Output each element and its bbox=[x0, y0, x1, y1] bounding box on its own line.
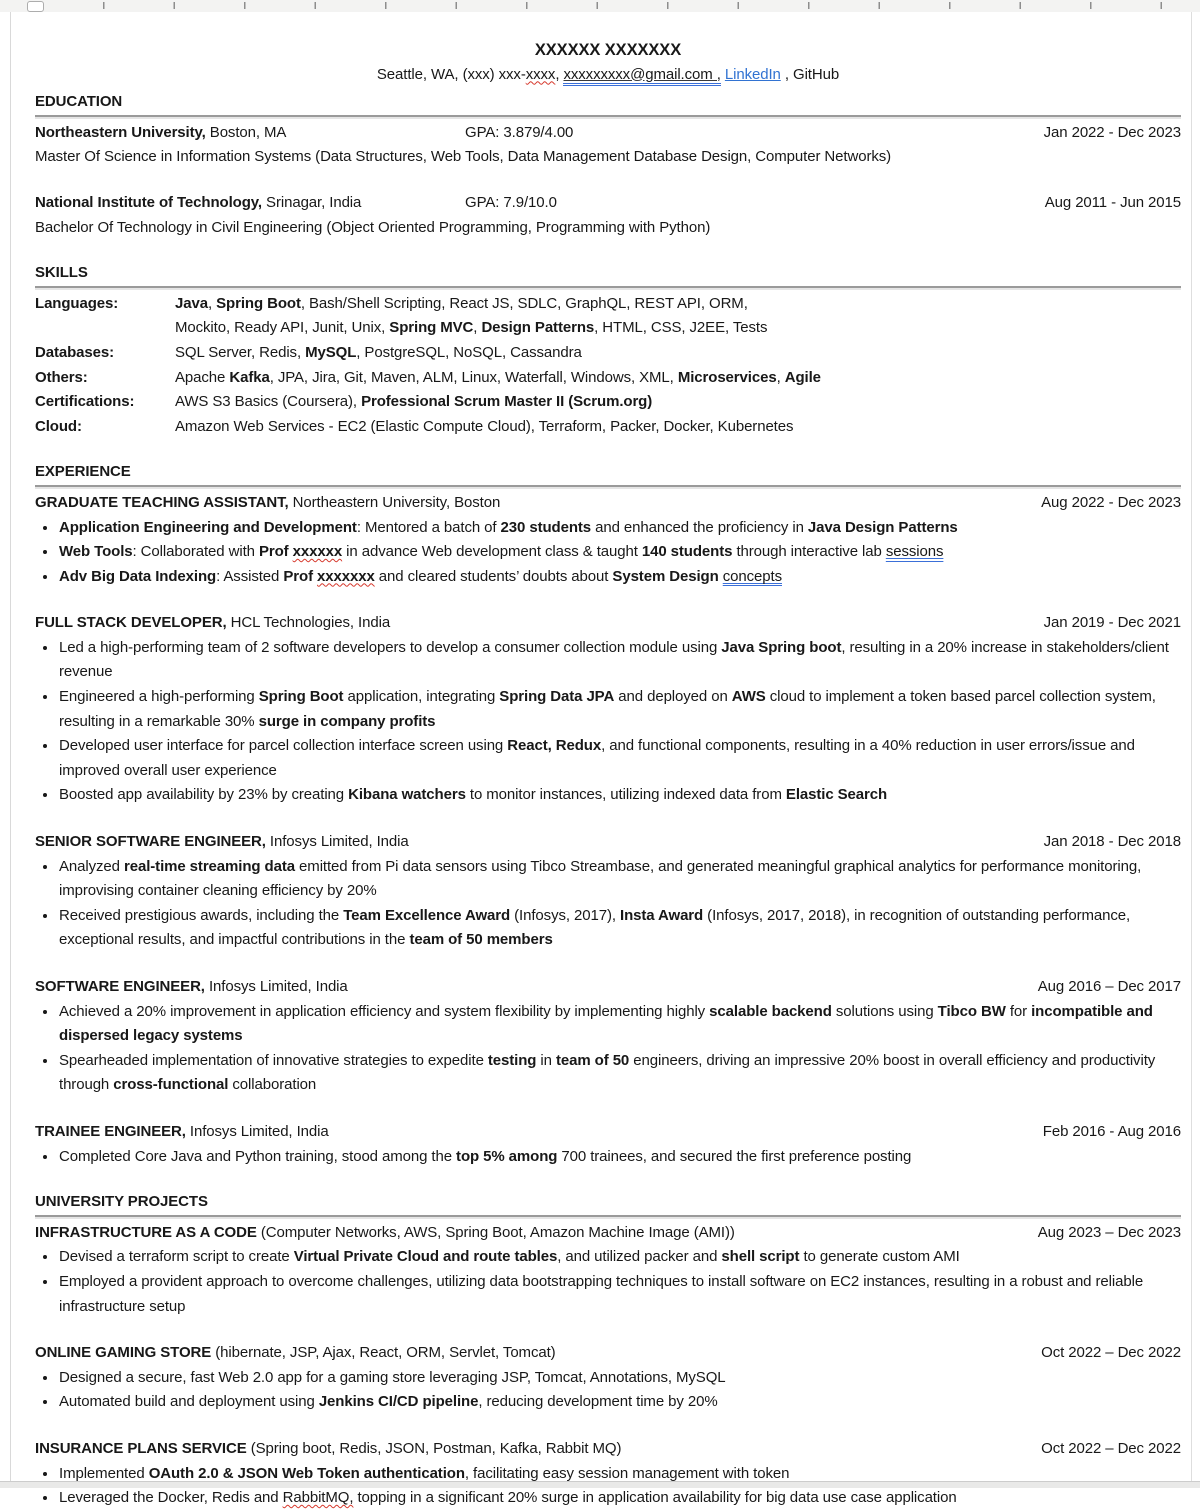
job-company: Infosys Limited, India bbox=[204, 978, 348, 995]
text-run: engineers, driving an impressive 20% boost in overall efficiency and productivity through bbox=[59, 1051, 1156, 1094]
job-entry bbox=[35, 491, 1181, 589]
bullet-text bbox=[59, 1148, 911, 1165]
bullet-item bbox=[58, 734, 1181, 783]
text-run: solutions using bbox=[831, 1002, 938, 1020]
skill-row bbox=[35, 366, 1181, 391]
job-title-group bbox=[35, 830, 409, 855]
text-run: Team Excellence Award bbox=[343, 906, 511, 924]
project-header-row bbox=[35, 1341, 1181, 1366]
page-left-edge bbox=[10, 12, 11, 1482]
job-header-row bbox=[35, 975, 1181, 1000]
education-item bbox=[35, 191, 1181, 240]
text-run: 140 students bbox=[641, 543, 733, 561]
text-run: Insta Award bbox=[620, 906, 704, 924]
resume-content bbox=[35, 24, 1181, 1511]
bullet-list bbox=[35, 1145, 1181, 1170]
section-heading-skills: SKILLS bbox=[35, 261, 1181, 288]
bullet-text bbox=[59, 1465, 789, 1482]
job-company: Infosys Limited, India bbox=[185, 1122, 329, 1140]
text-run: emitted from Pi data sensors using Tibco Streambase, and generated meaningful graphical analytics for performance monitoring, improvising container cleaning efficiency by 20% bbox=[59, 857, 1142, 900]
text-run: , PostgreSQL, NoSQL, Cassandra bbox=[356, 343, 582, 361]
text-run: OAuth 2.0 & JSON Web Token authentication bbox=[148, 1464, 465, 1482]
text-run: SQL Server, Redis, bbox=[175, 343, 306, 361]
bullet-item bbox=[58, 516, 1181, 541]
skill-values bbox=[175, 292, 1181, 341]
text-run: , resulting in a 20% increase in stakeholders/client revenue bbox=[59, 638, 1169, 681]
text-run: Amazon Web Services - EC2 (Elastic Compute Cloud), Terraform, Packer, Docker, Kubernetes bbox=[175, 417, 794, 435]
text-run: real-time streaming data bbox=[123, 857, 295, 875]
text-run: Spring Boot bbox=[258, 688, 344, 706]
project-tech: (hibernate, JSP, Ajax, React, ORM, Servlet, Tomcat) bbox=[211, 1344, 556, 1362]
skills-table bbox=[35, 292, 1181, 440]
job-entry bbox=[35, 1120, 1181, 1169]
text-run: Virtual Private Cloud and route tables bbox=[293, 1248, 558, 1266]
section-heading-projects: UNIVERSITY PROJECTS bbox=[35, 1190, 1181, 1217]
bullet-item bbox=[58, 1390, 1181, 1415]
bullet-item bbox=[58, 1049, 1181, 1098]
email-link[interactable]: xxxxxxxxx@gmail.com , bbox=[563, 66, 720, 86]
job-title: SOFTWARE ENGINEER, bbox=[35, 978, 205, 995]
bullet-item bbox=[58, 1145, 1181, 1170]
text-run: Tibco BW bbox=[937, 1002, 1006, 1020]
text-run: (Infosys, 2017, 2018), in recognition of outstanding performance, exceptional results, and impactful contributions in the bbox=[59, 906, 1131, 949]
text-run: (Infosys, 2017), bbox=[510, 906, 621, 924]
text-run: sessions bbox=[885, 543, 944, 561]
text-run: cloud to implement a token based parcel collection system, resulting in a remarkable 30% bbox=[59, 688, 1156, 730]
bullet-list bbox=[35, 1366, 1181, 1415]
text-run: Analyzed bbox=[59, 857, 124, 875]
job-dates: Feb 2016 - Aug 2016 bbox=[1042, 1122, 1181, 1140]
bullet-text bbox=[59, 688, 1156, 730]
text-run: Engineered a high-performing bbox=[59, 688, 259, 706]
text-run: to monitor instances, utilizing indexed data from bbox=[465, 786, 786, 804]
school-location: Boston, MA bbox=[205, 123, 287, 141]
project-title-group bbox=[35, 1437, 621, 1462]
text-run: Design Patterns bbox=[481, 319, 595, 337]
ruler-ticks bbox=[0, 2, 1200, 9]
text-run: team of 50 bbox=[555, 1051, 630, 1069]
bullet-text bbox=[59, 639, 1169, 681]
phone-misspelled: xxxx bbox=[525, 65, 556, 83]
job-company: HCL Technologies, India bbox=[226, 614, 391, 632]
school-name: Northeastern University, bbox=[35, 123, 206, 141]
job-dates: Aug 2016 – Dec 2017 bbox=[1037, 978, 1181, 995]
text-run: : Collaborated with bbox=[132, 543, 259, 561]
bullet-item bbox=[58, 783, 1181, 808]
bullet-text bbox=[59, 1003, 1153, 1045]
text-run: 230 students bbox=[500, 518, 592, 536]
text-run: Spring Boot bbox=[216, 294, 301, 312]
project-dates: Aug 2023 – Dec 2023 bbox=[1037, 1223, 1181, 1241]
bullet-item bbox=[58, 1000, 1181, 1049]
bullet-text bbox=[59, 568, 782, 585]
linkedin-link[interactable]: LinkedIn bbox=[724, 65, 781, 83]
bullet-item bbox=[58, 1270, 1181, 1319]
text-run: surge in company profits bbox=[258, 712, 436, 730]
text-run: Led a high-performing team of 2 software developers to develop a consumer collection module using bbox=[59, 638, 722, 656]
text-run: Java Spring boot bbox=[721, 638, 842, 656]
text-run: for bbox=[1005, 1002, 1032, 1020]
skill-category-label: Certifications: bbox=[35, 393, 135, 411]
bullet-item bbox=[58, 685, 1181, 734]
text-run: shell script bbox=[721, 1248, 800, 1266]
project-dates: Oct 2022 – Dec 2022 bbox=[1041, 1344, 1181, 1362]
text-run: 700 trainees, and secured the first preference posting bbox=[557, 1147, 912, 1165]
text-run: Designed a secure, fast Web 2.0 app for a gaming store leveraging JSP, Tomcat, Annotations, MySQL bbox=[59, 1368, 726, 1386]
text-run: AWS S3 Basics (Coursera), bbox=[175, 393, 362, 411]
bullet-list bbox=[35, 516, 1181, 590]
page-right-edge bbox=[1191, 12, 1192, 1482]
bullet-item bbox=[58, 1486, 1181, 1511]
text-run: Adv Big Data Indexing bbox=[59, 567, 217, 585]
gpa-value: GPA: 3.879/4.00 bbox=[465, 123, 574, 141]
text-run: xxxxxxx bbox=[317, 567, 375, 585]
project-title: INSURANCE PLANS SERVICE bbox=[35, 1439, 247, 1457]
text-run: Microservices bbox=[677, 368, 777, 386]
skill-category-label: Cloud: bbox=[35, 417, 82, 435]
project-title: ONLINE GAMING STORE bbox=[35, 1344, 212, 1362]
skill-category-label: Others: bbox=[35, 368, 88, 386]
school-location: Srinagar, India bbox=[261, 193, 362, 211]
skill-values bbox=[175, 390, 1181, 415]
job-entry bbox=[35, 975, 1181, 1098]
bullet-item bbox=[58, 1245, 1181, 1270]
job-company: Northeastern University, Boston bbox=[288, 493, 501, 511]
job-company: Infosys Limited, India bbox=[265, 833, 409, 851]
experience-list bbox=[35, 491, 1181, 1169]
text-run: Web Tools bbox=[59, 543, 133, 561]
education-list bbox=[35, 121, 1181, 240]
text-run: AWS bbox=[731, 688, 766, 706]
job-title: FULL STACK DEVELOPER, bbox=[35, 614, 227, 632]
school-name: National Institute of Technology, bbox=[35, 193, 262, 211]
resume-name: XXXXXX XXXXXXX bbox=[534, 41, 682, 59]
project-title-group bbox=[35, 1341, 556, 1366]
skill-category-label: Languages: bbox=[35, 294, 119, 312]
bullet-item bbox=[58, 565, 1181, 590]
text-run: Spring Data JPA bbox=[499, 688, 615, 706]
text-run: MySQL bbox=[305, 343, 357, 361]
text-run: Elastic Search bbox=[785, 786, 888, 804]
job-title: SENIOR SOFTWARE ENGINEER, bbox=[35, 833, 266, 851]
bullet-list bbox=[35, 1245, 1181, 1319]
text-run: , bbox=[207, 294, 217, 312]
text-run: Java Design Patterns bbox=[807, 518, 958, 536]
text-run: collaboration bbox=[228, 1076, 317, 1094]
text-run: Mockito, Ready API, Junit, Unix, bbox=[175, 319, 390, 337]
text-run: Prof bbox=[283, 567, 318, 585]
text-run: scalable backend bbox=[709, 1002, 832, 1020]
project-dates: Oct 2022 – Dec 2022 bbox=[1041, 1439, 1181, 1457]
text-run: Prof bbox=[258, 543, 293, 561]
bullet-text bbox=[59, 519, 958, 536]
skill-row bbox=[35, 341, 1181, 366]
degree-line: Master Of Science in Information Systems (Data Structures, Web Tools, Data Management Database Design, Computer Networks) bbox=[35, 148, 892, 166]
text-run: in bbox=[536, 1051, 556, 1069]
bullet-text bbox=[59, 786, 887, 803]
bullet-item bbox=[58, 1366, 1181, 1391]
text-run: Kibana watchers bbox=[348, 786, 466, 804]
text-run: Java bbox=[175, 294, 208, 312]
skill-values bbox=[175, 415, 1181, 440]
job-header-row bbox=[35, 1120, 1181, 1145]
job-entry bbox=[35, 611, 1181, 808]
projects-list bbox=[35, 1221, 1181, 1511]
bullet-item bbox=[58, 904, 1181, 953]
job-header-row bbox=[35, 491, 1181, 516]
text-run: Devised a terraform script to create bbox=[59, 1248, 294, 1266]
text-run: Received prestigious awards, including the bbox=[59, 906, 344, 924]
text-run: , reducing development time by 20% bbox=[478, 1393, 718, 1411]
text-run: and deployed on bbox=[614, 688, 732, 706]
text-run: Apache bbox=[175, 368, 230, 386]
github-text: GitHub bbox=[793, 65, 840, 83]
ruler-tab-marker[interactable] bbox=[27, 1, 44, 12]
text-run: cross-functional bbox=[113, 1076, 229, 1094]
job-title-group bbox=[35, 491, 500, 516]
text-run: , Bash/Shell Scripting, React JS, SDLC, GraphQL, REST API, ORM, bbox=[300, 294, 748, 312]
bullet-text bbox=[59, 1393, 718, 1410]
job-title-group bbox=[35, 1120, 329, 1145]
text-run: , facilitating easy session management with token bbox=[464, 1464, 790, 1482]
section-heading-education: EDUCATION bbox=[35, 90, 1181, 117]
job-entry bbox=[35, 830, 1181, 953]
text-run: , and utilized packer and bbox=[557, 1248, 722, 1266]
skill-values bbox=[175, 366, 1181, 391]
skill-row bbox=[35, 292, 1181, 341]
text-run: React, Redux bbox=[507, 737, 602, 755]
text-run: in advance Web development class & taught bbox=[342, 543, 642, 561]
text-run: Achieved a 20% improvement in application efficiency and system flexibility by implementing highly bbox=[59, 1002, 710, 1020]
text-run: Developed user interface for parcel collection interface screen using bbox=[59, 737, 508, 755]
bullet-text bbox=[59, 1248, 960, 1265]
text-run: through interactive lab bbox=[732, 543, 886, 561]
text-run: Jenkins CI/CD pipeline bbox=[318, 1393, 479, 1411]
bullet-text bbox=[59, 907, 1130, 949]
text-run: Employed a provident approach to overcome challenges, utilizing data bootstrapping techniques to install software on EC2 instances, resulting in a robust and reliable infrastructure setup bbox=[59, 1272, 1144, 1315]
bullet-item bbox=[58, 540, 1181, 565]
text-run: Automated build and deployment using bbox=[59, 1393, 319, 1411]
text-run: , bbox=[780, 65, 793, 83]
project-header-row bbox=[35, 1221, 1181, 1246]
skill-row bbox=[35, 415, 1181, 440]
job-header-row bbox=[35, 830, 1181, 855]
text-run: Spring MVC bbox=[389, 319, 474, 337]
text-run: topping in a significant 20% surge in application availability for big data use case application bbox=[353, 1489, 957, 1507]
text-run: , HTML, CSS, J2EE, Tests bbox=[594, 319, 768, 337]
bullet-list bbox=[35, 855, 1181, 953]
text-run: Boosted app availability by 23% by creating bbox=[59, 786, 349, 804]
text-run: Completed Core Java and Python training, stood among the bbox=[59, 1147, 457, 1165]
text-run: top 5% among bbox=[456, 1147, 558, 1165]
text-run: and cleared students’ doubts about bbox=[374, 567, 613, 585]
job-dates: Jan 2019 - Dec 2021 bbox=[1043, 614, 1181, 632]
project-title-group bbox=[35, 1221, 735, 1246]
page-bottom-edge bbox=[0, 1481, 1200, 1488]
text-run: : Assisted bbox=[216, 567, 284, 585]
bullet-item bbox=[58, 636, 1181, 685]
text-run: , JPA, Jira, Git, Maven, ALM, Linux, Waterfall, Windows, XML, bbox=[269, 368, 678, 386]
text-run: , and functional components, resulting in a 40% reduction in user errors/issue and improved overall user experience bbox=[59, 737, 1135, 779]
education-header-row bbox=[35, 191, 1181, 216]
project-entry bbox=[35, 1437, 1181, 1511]
text-run: Kafka bbox=[229, 368, 270, 386]
text-run: RabbitMQ, bbox=[282, 1489, 354, 1507]
text-run: : Mentored a batch of bbox=[356, 518, 501, 536]
job-header-row bbox=[35, 611, 1181, 636]
education-header-row bbox=[35, 121, 1181, 146]
text-run: Leveraged the Docker, Redis and bbox=[59, 1489, 283, 1507]
skill-row bbox=[35, 390, 1181, 415]
bullet-list bbox=[35, 1000, 1181, 1098]
project-entry bbox=[35, 1221, 1181, 1319]
text-run: Spearheaded implementation of innovative strategies to expedite bbox=[59, 1051, 488, 1069]
project-tech: (Spring boot, Redis, JSON, Postman, Kafka, Rabbit MQ) bbox=[246, 1439, 622, 1457]
job-title: TRAINEE ENGINEER, bbox=[35, 1122, 186, 1140]
project-title: INFRASTRUCTURE AS A CODE bbox=[35, 1223, 257, 1241]
job-title-group bbox=[35, 975, 348, 1000]
text-run: testing bbox=[487, 1051, 537, 1069]
bullet-text bbox=[59, 543, 943, 560]
project-header-row bbox=[35, 1437, 1181, 1462]
text-run: to generate custom AMI bbox=[799, 1248, 960, 1266]
text-run: Seattle, WA, (xxx) xxx- bbox=[376, 65, 526, 83]
text-run: Application Engineering and Development bbox=[59, 518, 357, 536]
bullet-list bbox=[35, 636, 1181, 808]
text-run: , bbox=[473, 319, 482, 337]
text-run: and enhanced the proficiency in bbox=[591, 518, 808, 536]
skill-category-label: Databases: bbox=[35, 343, 115, 361]
text-run: team of 50 members bbox=[409, 931, 553, 949]
text-run: , bbox=[555, 65, 564, 83]
text-run: Implemented bbox=[59, 1464, 149, 1482]
project-entry bbox=[35, 1341, 1181, 1415]
text-run: System Design bbox=[612, 567, 719, 585]
text-run: xxxxxx bbox=[292, 543, 343, 561]
bullet-item bbox=[58, 855, 1181, 904]
bullet-text bbox=[59, 858, 1141, 900]
education-item bbox=[35, 121, 1181, 170]
bullet-text bbox=[59, 737, 1135, 779]
text-run: Professional Scrum Master II (Scrum.org) bbox=[361, 393, 653, 411]
contact-line bbox=[35, 63, 1181, 88]
bullet-text bbox=[59, 1052, 1155, 1094]
text-run: application, integrating bbox=[343, 688, 500, 706]
text-run: Agile bbox=[784, 368, 821, 386]
text-run: concepts bbox=[722, 567, 782, 585]
text-run: , bbox=[776, 368, 785, 386]
bullet-text bbox=[59, 1273, 1143, 1315]
job-dates: Aug 2022 - Dec 2023 bbox=[1041, 493, 1181, 511]
education-dates: Aug 2011 - Jun 2015 bbox=[1044, 193, 1181, 211]
project-tech: (Computer Networks, AWS, Spring Boot, Amazon Machine Image (AMI)) bbox=[256, 1223, 735, 1241]
job-dates: Jan 2018 - Dec 2018 bbox=[1043, 833, 1181, 851]
bullet-text bbox=[59, 1369, 726, 1386]
education-dates: Jan 2022 - Dec 2023 bbox=[1043, 123, 1181, 141]
school-group bbox=[35, 191, 361, 216]
job-title-group bbox=[35, 611, 390, 636]
resume-page bbox=[0, 12, 1200, 1507]
section-heading-experience: EXPERIENCE bbox=[35, 460, 1181, 487]
school-group bbox=[35, 121, 286, 146]
skill-values bbox=[175, 341, 1181, 366]
gpa-value: GPA: 7.9/10.0 bbox=[465, 193, 557, 211]
bullet-text bbox=[59, 1489, 957, 1506]
job-title: GRADUATE TEACHING ASSISTANT, bbox=[35, 493, 289, 511]
text-run: incompatible and dispersed legacy systems bbox=[59, 1002, 1153, 1045]
degree-line: Bachelor Of Technology in Civil Engineering (Object Oriented Programming, Programming with Python) bbox=[35, 218, 711, 236]
